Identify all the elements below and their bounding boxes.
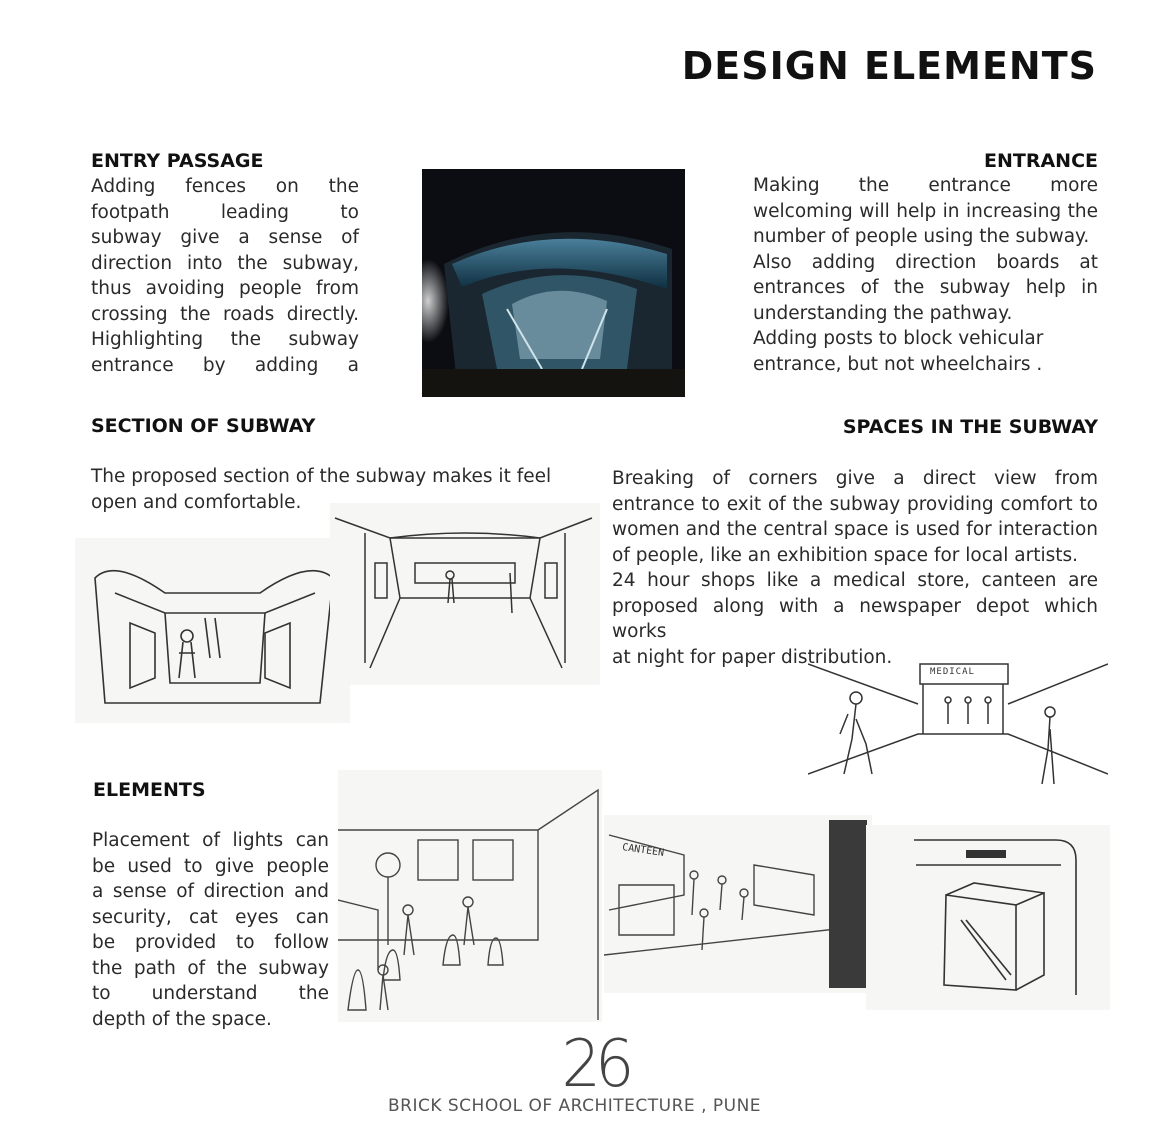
lights-bollards-sketch	[338, 770, 602, 1022]
entrance-paragraph: Also adding direction boards at entrances of the subway help in understanding the pathway.	[753, 251, 1098, 324]
elements-line: security, cat eyes can	[92, 906, 329, 928]
entrance-paragraph: Making the entrance more welcoming will help in increasing the number of people using the subway.	[753, 175, 1098, 247]
entry-passage-line: entrance by adding a	[91, 354, 359, 376]
elements-line: a sense of direction and	[92, 881, 329, 902]
entry-passage-line: footpath leading to	[91, 201, 359, 223]
footer: BRICK SCHOOL OF ARCHITECTURE , PUNE	[387, 1096, 762, 1116]
spaces-paragraph: 24 hour shops like a medical store, canteen are proposed along with a newspaper depot which works	[612, 570, 1098, 642]
elements-heading: ELEMENTS	[93, 779, 206, 801]
canteen-sign: CANTEEN	[621, 842, 665, 859]
elements-line: be provided to follow	[92, 932, 329, 953]
entry-passage-heading: ENTRY PASSAGE	[91, 150, 264, 172]
elements-line: be used to give people	[92, 855, 329, 877]
spaces-paragraph: Breaking of corners give a direct view from entrance to exit of the subway providing comfort to women and the central space is used for interaction of people, like an exhibition space for local artists.	[612, 468, 1098, 566]
elements-line: the path of the subway	[92, 957, 329, 979]
entry-passage-line: subway give a sense of	[91, 227, 359, 248]
canteen-sketch	[604, 815, 872, 993]
elements-line: depth of the space.	[92, 1008, 272, 1030]
page-number: 26	[561, 1025, 629, 1102]
subway-entrance-photo	[422, 169, 685, 397]
spaces-heading: SPACES IN THE SUBWAY	[842, 416, 1098, 438]
entrance-text	[753, 173, 1098, 377]
elements-line: Placement of lights can	[92, 830, 329, 851]
escalator-sketch	[866, 825, 1110, 1010]
entrance-heading: ENTRANCE	[984, 150, 1098, 172]
entry-passage-line: thus avoiding people from	[91, 278, 359, 299]
entry-passage-line: direction into the subway,	[91, 252, 359, 274]
entry-passage-text	[91, 174, 359, 378]
spaces-text	[612, 466, 1098, 670]
entrance-paragraph: Adding posts to block vehicular entrance, but not wheelchairs .	[753, 328, 1044, 375]
section-of-subway-heading: SECTION OF SUBWAY	[91, 415, 316, 437]
medical-sign: MEDICAL	[930, 667, 975, 677]
page-title: DESIGN ELEMENTS	[681, 44, 1097, 88]
entry-passage-line: Highlighting the subway	[91, 329, 359, 350]
section-sketch-1	[75, 538, 350, 723]
section-sketch-2	[330, 503, 600, 685]
spaces-paragraph: at night for paper distribution.	[612, 646, 893, 668]
elements-line: to understand the	[92, 983, 329, 1004]
entry-passage-line: Adding fences on the	[91, 176, 359, 197]
entry-passage-line: crossing the roads directly.	[91, 303, 359, 325]
section-of-subway-text: The proposed section of the subway makes it feel open and comfortable.	[91, 466, 552, 513]
elements-text	[92, 828, 329, 1032]
